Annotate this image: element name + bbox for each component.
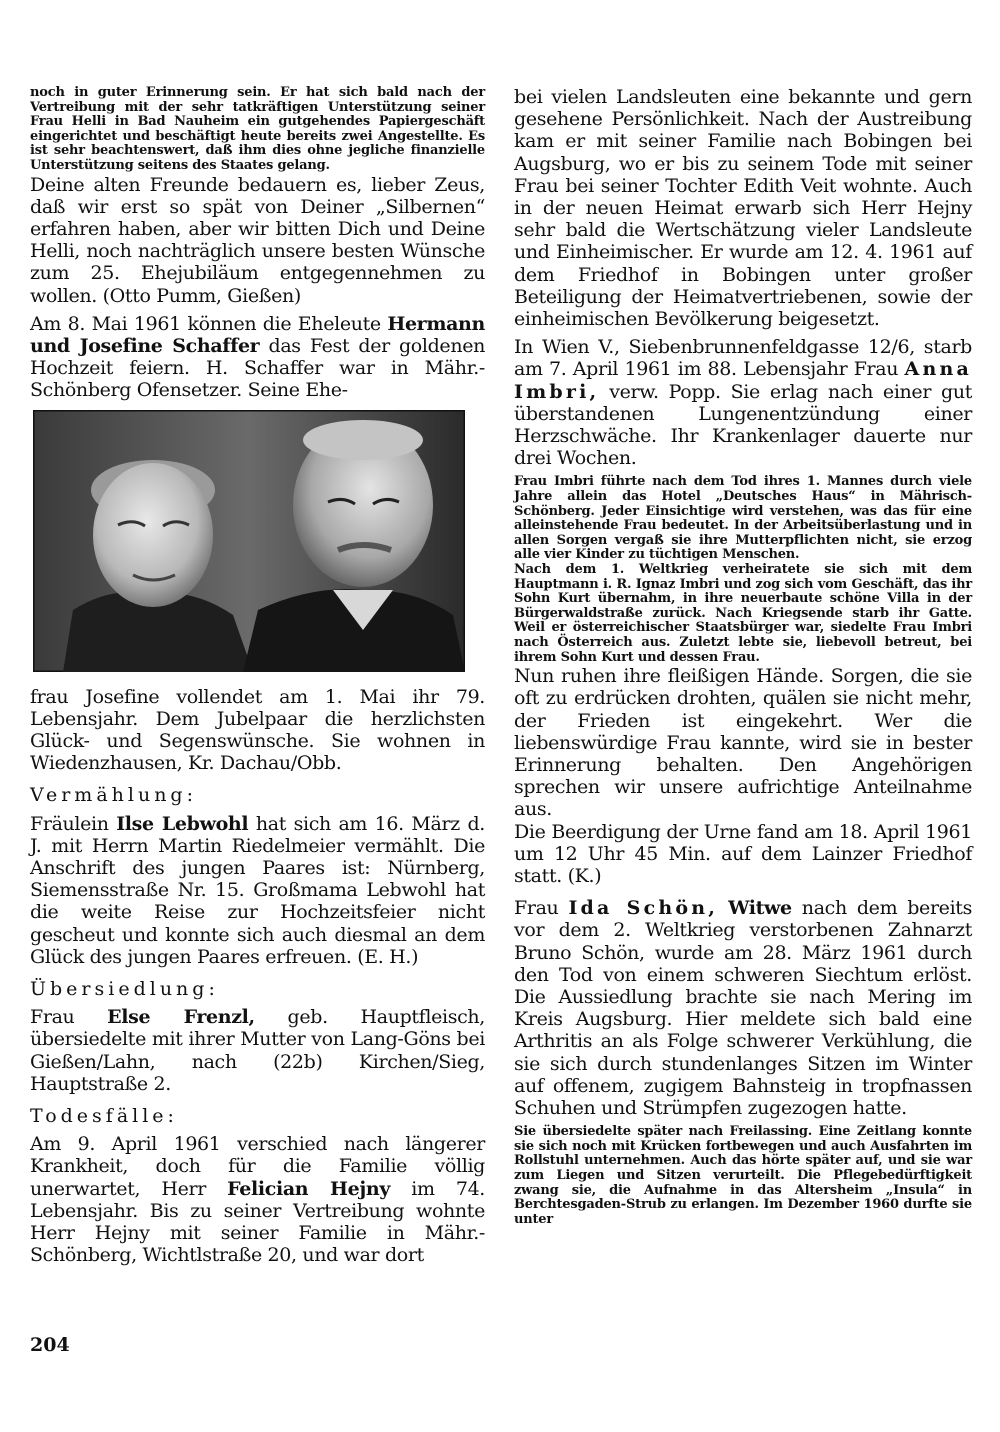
name-hejny: Felician Hejny [227, 1177, 391, 1200]
left-column [30, 86, 485, 1266]
paragraph-schoen: Frau Ida Schön, Witwe nach dem bereits vor dem 2. Weltkrieg verstorbenen Zahnarzt Bruno Schön, wurde am 28. März 1961 durch den Tod von einem schweren Siechtum erlöst. Die Aussiedlung brachte sie nach Mering im Kreis Augsburg. Hier meldete sich bald eine Arthritis an als Folge schwerer Verkühlung, die sie sich durch stundenlanges Sitzen im Winter auf offenem, zugigem Bahnsteig in tropfnassen Schuhen und Strümpfen zugezogen hatte. [514, 897, 972, 1120]
paragraph-imbri-rest: Nun ruhen ihre fleißigen Hände. Sorgen, die sie oft zu erdrücken drohten, quälen sie nicht mehr, der Frieden ist eingekehrt. Wer die liebenswürdige Frau kannte, wird sie in bester Erinnerung behalten. Den Angehörigen sprechen wir unsere aufrichtige Anteilnahme aus. [514, 665, 972, 821]
paragraph-hejny-continued: bei vielen Landsleuten eine bekannte und gern gesehene Persönlichkeit. Nach der Austreibung kam er mit seiner Familie nach Bobingen bei Augsburg, wo er bis zu seinem Tode mit seiner Frau bei seiner Tochter Edith Veit wohnte. Auch in der neuen Heimat erwarb sich Herr Hejny sehr bald die Wertschätzung vieler Landsleute und Einheimischer. Er wurde am 12. 4. 1961 auf dem Friedhof in Bobingen unter großer Beteiligung der Heimatvertriebenen, sowie der einheimischen Bevölkerung beigesetzt. [514, 86, 972, 331]
paragraph-golden-wedding: Am 8. Mai 1961 können die Eheleute Hermann und Josefine Schaffer das Fest der goldenen Hochzeit feiern. H. Schaffer war in Mähr.-Schönberg Ofensetzer. Seine Ehe- [30, 312, 485, 402]
name-frenzl: Else Frenzl, [107, 1006, 255, 1029]
paragraph-silver-wedding: Deine alten Freunde bedauern es, lieber Zeus, daß wir erst so spät von Deiner „Silbernen“ erfahren haben, aber wir bitten Dich und Deine Helli, noch nachträglich unsere besten Wünsche zum 25. Ehejubiläum entgegennehmen zu wollen. (Otto Pumm, Gießen) [30, 173, 485, 307]
paragraph-imbri: In Wien V., Siebenbrunnenfeldgasse 12/6, starb am 7. April 1961 im 88. Lebensjahr Frau Anna Imbri, verw. Popp. Sie erlag nach einer gut überstandenen Lungenentzündung einer Herzschwäche. Ihr Krankenlager dauerte nur drei Wochen. [514, 336, 972, 470]
name-schoen-witwe: Witwe [728, 897, 792, 920]
name-imbri: Anna Imbri, [514, 358, 972, 403]
couple-photo [33, 410, 465, 672]
page-number: 204 [30, 1334, 70, 1356]
paragraph-schoen-freilassing: Sie übersiedelte später nach Freilassing. Eine Zeitlang konnte sie sich noch mit Krücken fortbewegen und auch Ausfahrten im Rollstuhl unternehmen. Auch das hörte später auf, und sie war zum Liegen und Sitzen verurteilt. Die Pflegebedürftigkeit zwang sie, die Aufnahme in das Altersheim „Insula“ in Berchtesgaden-Strub zu erlangen. Im Dezember 1960 durfte sie unter [514, 1124, 972, 1227]
paragraph-imbri-hotel: Frau Imbri führte nach dem Tod ihres 1. Mannes durch viele Jahre allein das Hotel „Deutsches Haus“ in Mährisch-Schönberg. Jeder Einsichtige wird verstehen, was das für eine alleinstehende Frau bedeutet. In der Arbeitsüberlastung und in allen Sorgen vergaß sie ihre Mutterpflichten nicht, sie erzog alle vier Kinder zu tüchtigen Menschen. [514, 474, 972, 563]
name-lebwohl: Ilse Lebwohl [116, 812, 249, 835]
paragraph-hejny: Am 9. April 1961 verschied nach längerer Krankheit, doch für die Familie völlig unerwartet, Herr Felician Hejny im 74. Lebensjahr. Bis zu seiner Vertreibung wohnte Herr Hejny mit seiner Familie in Mähr.-Schönberg, Wichtlstraße 20, und war dort [30, 1133, 485, 1267]
paragraph-zeus-business: noch in guter Erinnerung sein. Er hat sich bald nach der Vertreibung mit der sehr tatkräftigen Unterstützung seiner Frau Helli in Bad Nauheim ein gutgehendes Papiergeschäft eingerichtet und beschäftigt heute bereits zwei Angestellte. Es ist sehr beachtenswert, daß ihm dies ohne jegliche finanzielle Unterstützung seitens des Staates gelang. [30, 85, 485, 173]
heading-uebersiedlung: Übersiedlung: [30, 978, 219, 1001]
paragraph-frenzl: Frau Else Frenzl, geb. Hauptfleisch, übersiedelte mit ihrer Mutter von Lang-Göns bei Gießen/Lahn, nach (22b) Kirchen/Sieg, Hauptstraße 2. [30, 1006, 485, 1095]
right-column [514, 86, 972, 1227]
paragraph-imbri-funeral: Die Beerdigung der Urne fand am 18. April 1961 um 12 Uhr 45 Min. auf dem Lainzer Friedhof statt. (K.) [514, 820, 972, 887]
heading-todesfaelle: Todesfälle: [30, 1105, 178, 1128]
name-schaffer: Hermann und Josefine Schaffer [30, 312, 485, 357]
paragraph-josefine: frau Josefine vollendet am 1. Mai ihr 79. Lebensjahr. Dem Jubelpaar die herzlichsten Glück- und Segenswünsche. Sie wohnen in Wiedenzhausen, Kr. Dachau/Obb. [30, 685, 485, 775]
heading-vermaehlung: Vermählung: [30, 784, 197, 807]
paragraph-imbri-marriage: Nach dem 1. Weltkrieg verheiratete sie sich mit dem Hauptmann i. R. Ignaz Imbri und zog sich vom Geschäft, das ihr Sohn Kurt übernahm, in ihre neuerbaute schöne Villa in der Bürgerwaldstraße zurück. Nach Kriegsende starb ihr Gatte. Weil er österreichischer Staatsbürger war, siedelte Frau Imbri nach Österreich aus. Zuletzt lebte sie, liebevoll betreut, bei ihrem Sohn Kurt und dessen Frau. [514, 562, 972, 665]
paragraph-lebwohl: Fräulein Ilse Lebwohl hat sich am 16. März d. J. mit Herrn Martin Riedelmeier vermählt. Die Anschrift des jungen Paares ist: Nürnberg, Siemensstraße Nr. 15. Großmama Lebwohl hat die weite Reise zur Hochzeitsfeier nicht gescheut und konnte sich auch diesmal an dem Glück des jungen Paares erfreuen. (E. H.) [30, 812, 485, 968]
name-schoen: Ida Schön, [568, 897, 719, 920]
